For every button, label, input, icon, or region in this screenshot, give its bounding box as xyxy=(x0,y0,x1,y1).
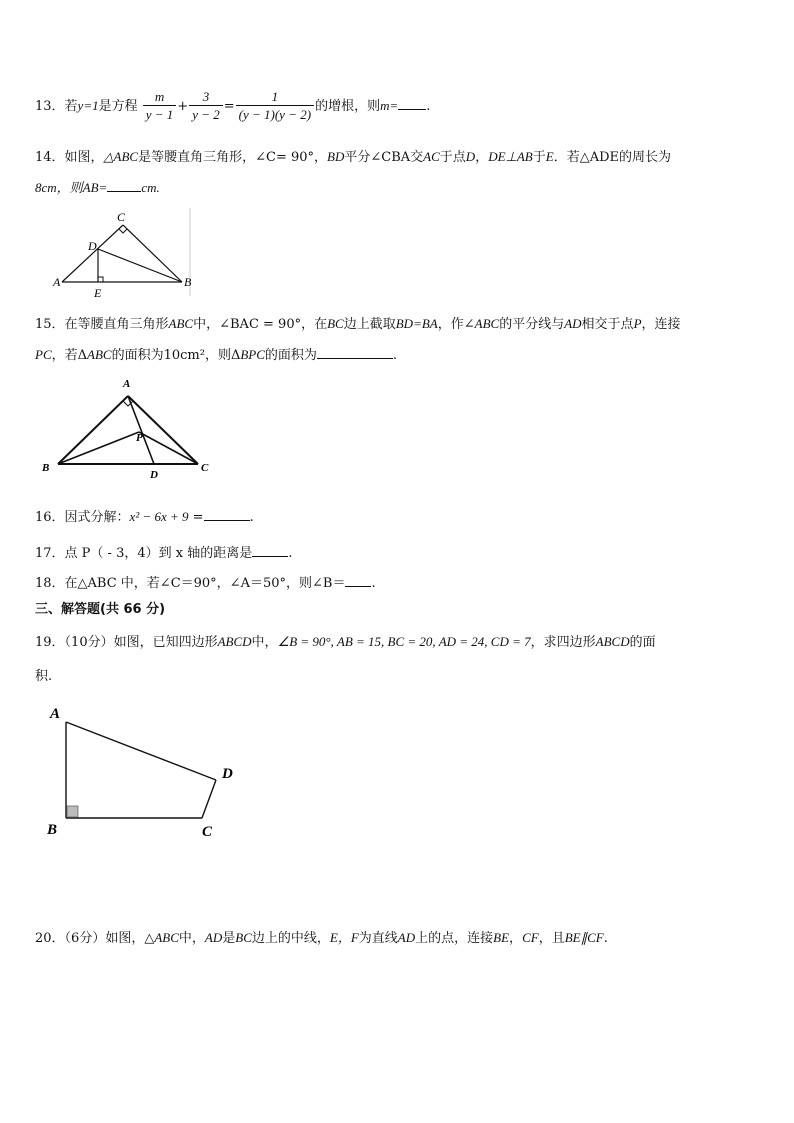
q20-text-c: 是 xyxy=(222,931,236,946)
q19-conditions: ∠B = 90°, AB = 15, BC = 20, AD = 24, CD = 7 xyxy=(277,634,531,649)
q13-f3-num: 1 xyxy=(236,89,314,106)
q16-equals: = xyxy=(188,510,204,525)
q14-line1-e: ， xyxy=(475,150,489,165)
question-14-line-2 xyxy=(35,177,160,196)
q15-line1-c: 边上截取 xyxy=(343,317,396,332)
question-14-line-1 xyxy=(35,146,671,165)
q19-abcd: ABCD xyxy=(217,634,252,649)
question-19-line-1 xyxy=(35,631,656,650)
q20-end: . xyxy=(603,931,608,946)
q13-end: . xyxy=(426,99,431,114)
q15-p: P xyxy=(633,316,642,331)
q15-ad: AD xyxy=(564,316,582,331)
q19-label-c: C xyxy=(202,824,213,840)
q20-ad: AD xyxy=(204,930,223,945)
q20-text-b: 中， xyxy=(178,931,205,946)
q15-bd-ba: BD=BA xyxy=(395,316,438,331)
q15-end: . xyxy=(392,348,398,363)
q14-line2-a: 8cm，则 xyxy=(35,180,83,195)
q15-label-d: D xyxy=(150,469,158,481)
q14-right-angle-c xyxy=(119,229,127,233)
q13-eq: = xyxy=(223,99,235,114)
q16-text: 16．因式分解： xyxy=(35,510,130,525)
q15-segment-ba xyxy=(58,396,128,464)
q15-abc2: ABC xyxy=(474,316,500,331)
q20-text-d: 边上的中线， xyxy=(251,931,330,946)
q17-answer-blank[interactable] xyxy=(252,544,288,557)
q14-segment-db xyxy=(98,249,182,282)
q14-answer-blank[interactable] xyxy=(107,179,141,192)
q14-ac: AC xyxy=(423,149,440,164)
q17-text: 17．点 P（ - 3，4）到 x 轴的距离是 xyxy=(35,546,253,561)
q13-text-b: 的增根，则 xyxy=(315,99,381,114)
q13-answer-blank[interactable] xyxy=(398,97,426,110)
q18-text: 18．在△ABC 中，若∠C＝90°，∠A＝50°，则∠B＝ xyxy=(35,576,346,591)
q13-plus: + xyxy=(177,99,189,114)
q20-cf: CF xyxy=(522,930,539,945)
q18-answer-blank[interactable] xyxy=(345,574,371,587)
question-13 xyxy=(35,88,430,125)
q13-f2-num: 3 xyxy=(189,89,223,106)
q14-line1-c: 平分∠CBA交 xyxy=(344,150,424,165)
q19-label-d: D xyxy=(222,766,233,782)
q19-line1-a: 19．（10分）如图，已知四边形 xyxy=(35,635,218,650)
q13-f1-num: m xyxy=(143,89,177,106)
q14-label-e: E xyxy=(94,286,102,300)
q14-label-d: D xyxy=(88,239,97,253)
q19-figure xyxy=(40,700,250,845)
q14-ab-eq: AB= xyxy=(82,180,108,195)
q15-bc: BC xyxy=(327,316,344,331)
q14-e: E xyxy=(545,149,554,164)
q14-label-b: B xyxy=(184,275,192,289)
q15-line1-d: ，作∠ xyxy=(437,317,475,332)
q14-tri: △ABC xyxy=(103,149,139,164)
q19-line1-b: 中， xyxy=(251,635,278,650)
q15-bpc: BPC xyxy=(240,347,265,362)
q13-f3-den: (y − 1)(y − 2) xyxy=(238,107,312,122)
q19-line2: 积. xyxy=(35,669,53,684)
q16-expression: x² − 6x + 9 xyxy=(129,509,189,524)
q15-label-p: P xyxy=(136,432,143,444)
q15-segment-bp xyxy=(58,432,139,464)
q15-line1-a: 15．在等腰直角三角形 xyxy=(35,317,169,332)
q20-text-a: 20．（6分）如图，△ xyxy=(35,931,155,946)
q14-label-c: C xyxy=(117,210,126,224)
q20-text-f: 上的点，连接 xyxy=(415,931,494,946)
q13-f1-den: y − 1 xyxy=(145,107,174,122)
q19-abcd2: ABCD xyxy=(595,634,630,649)
q15-line2-b: ，若Δ xyxy=(51,348,88,363)
q14-line2-b: cm. xyxy=(141,180,160,195)
q15-figure xyxy=(38,375,218,485)
question-15-line-1 xyxy=(35,313,681,332)
q18-end: . xyxy=(371,576,376,591)
q20-bc: BC xyxy=(235,930,252,945)
q19-line1-c: ，求四边形 xyxy=(530,635,596,650)
question-18 xyxy=(35,572,376,591)
q15-line1-b: 中，∠BAC = 90°，在 xyxy=(193,317,328,332)
q14-line1-a: 14．如图， xyxy=(35,150,104,165)
q14-line1-b: 是等腰直角三角形，∠C= 90°， xyxy=(138,150,328,165)
q15-line1-f: 相交于点 xyxy=(581,317,634,332)
q15-line2-c: 的面积为10cm²，则Δ xyxy=(111,348,241,363)
q13-fraction-1 xyxy=(143,89,177,124)
q20-text-g: ， xyxy=(509,931,523,946)
q13-text-a: 是方程 xyxy=(98,99,138,114)
q16-end: . xyxy=(249,510,254,525)
q14-de-ab: DE⊥AB xyxy=(488,149,533,164)
q20-text-e: 为直线 xyxy=(358,931,398,946)
q19-segment-cd xyxy=(202,780,216,818)
section-3-title: 三、解答题(共 66 分) xyxy=(35,602,166,617)
q19-line1-d: 的面 xyxy=(629,635,656,650)
q19-segment-ad xyxy=(66,722,216,780)
q13-fraction-2 xyxy=(189,89,223,124)
q20-abc: ABC xyxy=(154,930,179,945)
q13-m-eq: m= xyxy=(380,98,399,113)
question-16 xyxy=(35,506,254,525)
q17-end: . xyxy=(288,546,293,561)
q15-segment-ac xyxy=(128,396,198,464)
q15-line2-a: PC xyxy=(35,347,52,362)
q13-fraction-3 xyxy=(236,89,314,124)
q15-abc: ABC xyxy=(168,316,194,331)
q20-be-cf: BE∥CF xyxy=(564,930,604,945)
q15-answer-blank[interactable] xyxy=(317,346,393,359)
q15-label-b: B xyxy=(42,462,50,474)
q14-bd: BD xyxy=(327,149,345,164)
q15-segment-ad xyxy=(128,396,154,464)
question-19-line-2 xyxy=(35,665,52,684)
q14-right-angle-e xyxy=(98,277,103,282)
q14-figure xyxy=(50,208,195,300)
q20-ad2: AD xyxy=(397,930,416,945)
q19-right-angle-b xyxy=(67,806,78,817)
q20-text-h: ，且 xyxy=(538,931,565,946)
q15-label-a: A xyxy=(123,378,131,390)
q20-ef: E，F xyxy=(329,930,359,945)
q19-label-b: B xyxy=(47,822,58,838)
question-15-line-2 xyxy=(35,344,397,363)
q13-num: 13．若 xyxy=(35,99,78,114)
q19-label-a: A xyxy=(50,706,61,722)
q14-d: D xyxy=(465,149,476,164)
q14-line1-f: 于 xyxy=(532,150,546,165)
q20-be: BE xyxy=(493,930,510,945)
q15-line2-d: 的面积为 xyxy=(264,348,317,363)
q14-segment-ac xyxy=(62,225,123,282)
q14-line1-g: ．若△ADE的周长为 xyxy=(553,150,672,165)
q13-y-eq: y=1 xyxy=(77,98,99,113)
q16-answer-blank[interactable] xyxy=(204,508,250,521)
q15-line1-g: ，连接 xyxy=(641,317,681,332)
q15-line1-e: 的平分线与 xyxy=(499,317,565,332)
question-17 xyxy=(35,542,292,561)
q14-segment-cb xyxy=(123,225,182,282)
q15-label-c: C xyxy=(201,462,209,474)
q14-line1-d: 于点 xyxy=(439,150,466,165)
q14-label-a: A xyxy=(53,275,61,289)
q15-abc3: ABC xyxy=(87,347,112,362)
q13-f2-den: y − 2 xyxy=(192,107,220,122)
question-20 xyxy=(35,927,608,946)
